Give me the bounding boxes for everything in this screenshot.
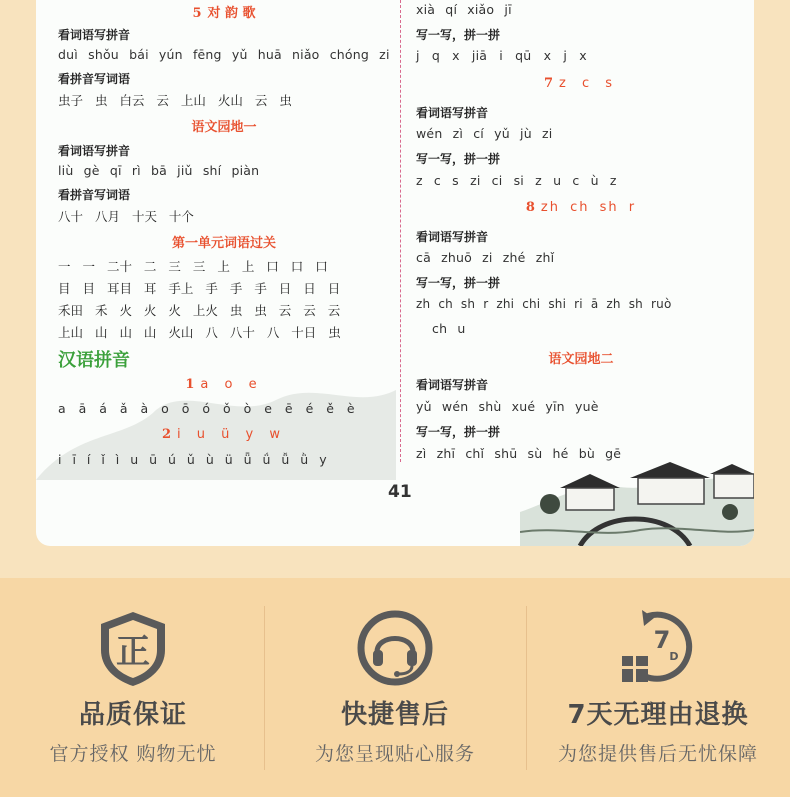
exercise-label: 看词语写拼音: [58, 28, 131, 42]
feature-return: [527, 600, 789, 766]
column-divider: [400, 0, 401, 462]
exercise-label: 写一写，拼一拼: [416, 152, 501, 166]
exercise-label: 看词语写拼音: [58, 144, 131, 158]
review-line: 一 一 二十 二 三 三 上 上 口 口 口: [58, 259, 328, 274]
word-line: 虫子 虫 白云 云 上山 火山 云 虫: [58, 93, 292, 108]
pinyin-line: zh ch sh r zhi chi shi ri ā zh sh ruò: [416, 297, 672, 311]
section-7-heading: 7 z c s: [543, 76, 619, 91]
section-5-heading: 5 对 韵 歌: [192, 6, 256, 21]
pinyin-line: cā zhuō zi zhé zhǐ: [416, 250, 555, 265]
feature-title: 快捷售后: [340, 700, 449, 730]
svg-text:D: D: [669, 650, 679, 663]
garden-2-heading: 语文园地二: [548, 352, 614, 367]
page-number: 41: [388, 482, 412, 502]
village-ink-painting: [520, 442, 754, 546]
quality-shield-icon: [93, 608, 173, 688]
pinyin-line: z c s zi ci si z u c ù z: [416, 173, 617, 188]
book-page: [36, 0, 754, 546]
hanyu-pinyin-heading: 汉语拼音: [58, 350, 130, 371]
garden-1-heading: 语文园地一: [191, 120, 257, 135]
seven-day-return-icon: [618, 608, 698, 688]
svg-text:7: 7: [653, 626, 671, 654]
feature-subtitle: 为您提供售后无忧保障: [557, 743, 758, 765]
word-line: 八十 八月 十天 十个: [58, 209, 194, 224]
exercise-label: 写一写，拼一拼: [416, 425, 501, 439]
exercise-label: 看词语写拼音: [416, 106, 489, 120]
tone-line: i ī í ǐ ì u ū ú ǔ ù ü ǖ ǘ ǚ ǜ y: [58, 452, 329, 467]
svg-text:正: 正: [116, 632, 150, 672]
tone-line: a ā á ǎ à o ō ó ǒ ò e ē é ě è: [58, 401, 358, 416]
pinyin-line: zì zhī chǐ shū sù hé bù gē: [416, 446, 622, 461]
exercise-label: 看拼音写词语: [58, 72, 131, 86]
section-8-heading: 8 zh ch sh r: [525, 200, 637, 215]
feature-quality: [2, 600, 264, 766]
exercise-label: 写一写，拼一拼: [416, 28, 501, 42]
section-1-heading: 1 a o e: [185, 377, 263, 392]
section-2-heading: 2 i u ü y w: [162, 427, 286, 442]
review-line: 目 目 耳目 耳 手上 手 手 手 日 日 日: [58, 281, 341, 296]
feature-aftersales: [264, 600, 526, 766]
exercise-label: 看词语写拼音: [416, 378, 489, 392]
exercise-label: 看词语写拼音: [416, 230, 489, 244]
unit-review-heading: 第一单元词语过关: [171, 236, 276, 251]
pinyin-line: liù gè qī rì bā jiǔ shí piàn: [58, 163, 260, 178]
feature-subtitle: 官方授权 购物无忧: [49, 743, 217, 765]
pinyin-line: wén zì cí yǔ jù zi: [416, 126, 553, 141]
review-line: 禾田 禾 火 火 火 上火 虫 虫 云 云 云: [58, 303, 341, 318]
feature-title: 品质保证: [78, 700, 187, 730]
feature-title: 7天无理由退换: [567, 700, 749, 730]
pinyin-line: yǔ wén shù xué yīn yuè: [416, 399, 599, 414]
feature-subtitle: 为您呈现贴心服务: [314, 743, 475, 765]
exercise-label: 写一写，拼一拼: [416, 276, 501, 290]
pinyin-line: j q x jiā i qū x j x: [416, 48, 587, 63]
pinyin-line: xià qí xiǎo jī: [416, 2, 512, 17]
exercise-label: 看拼音写词语: [58, 188, 131, 202]
review-line: 上山 山 山 山 火山 八 八十 八 十日 虫: [58, 325, 341, 340]
pinyin-line: duì shǒu bái yún fēng yǔ huā niǎo chóng zi: [58, 47, 390, 62]
headset-icon: [355, 608, 435, 688]
pinyin-line: ch u: [432, 321, 466, 336]
